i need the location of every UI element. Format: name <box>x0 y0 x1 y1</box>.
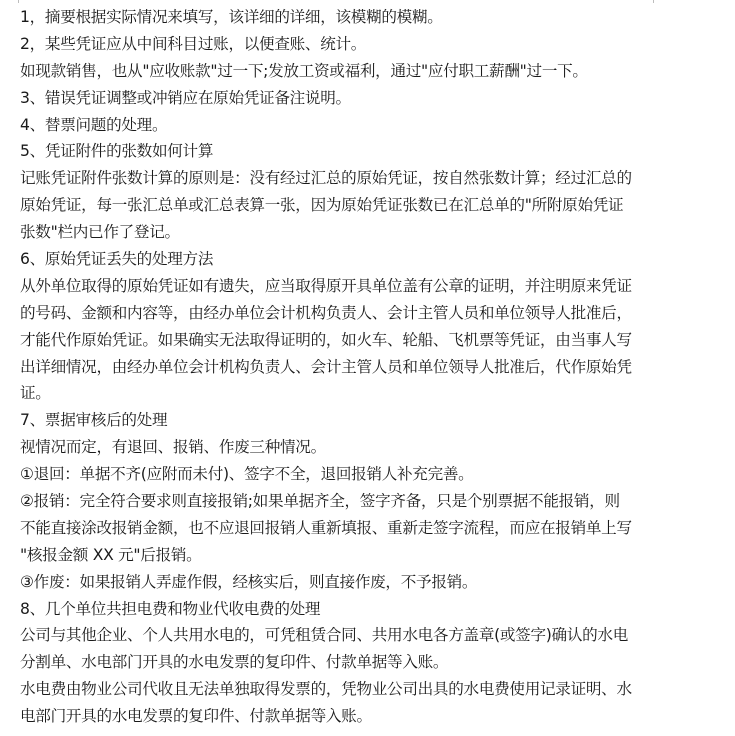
paragraph <box>20 58 720 85</box>
text-line: 6、原始凭证丢失的处理方法 <box>20 250 214 269</box>
paragraph <box>20 165 720 246</box>
text-line: 证。 <box>20 384 51 403</box>
paragraph <box>20 596 720 623</box>
text-line: 7、票据审核后的处理 <box>20 411 168 430</box>
text-line: 原始凭证，每一张汇总单或汇总表算一张，因为原始凭证张数已在汇总单的"所附原始凭证 <box>20 196 624 215</box>
page-corner-mark-left <box>0 0 19 3</box>
page-corner-mark-right <box>653 0 680 3</box>
text-line: 水电费由物业公司代收且无法单独取得发票的，凭物业公司出具的水电费使用记录证明、水 <box>20 680 632 699</box>
paragraph <box>20 676 720 730</box>
paragraph <box>20 4 720 31</box>
paragraph <box>20 31 720 58</box>
paragraph <box>20 112 720 139</box>
paragraph <box>20 85 720 112</box>
text-line: 2，某些凭证应从中间科目过账，以便查账、统计。 <box>20 34 367 53</box>
text-line: 的号码、金额和内容等，由经办单位会计机构负责人、会计主管人员和单位领导人批准后， <box>20 303 632 322</box>
text-line: "核报金额 XX 元"后报销。 <box>20 545 202 564</box>
text-line: ②报销：完全符合要求则直接报销;如果单据齐全，签字齐备，只是个别票据不能报销，则 <box>20 492 620 511</box>
text-line: 如现款销售，也从"应收账款"过一下;发放工资或福利，通过"应付职工薪酬"过一下。 <box>20 61 588 80</box>
paragraph <box>20 246 720 273</box>
text-line: 记账凭证附件张数计算的原则是：没有经过汇总的原始凭证，按自然张数计算；经过汇总的 <box>20 169 632 188</box>
paragraph <box>20 488 720 569</box>
paragraph <box>20 461 720 488</box>
text-line: 8、几个单位共担电费和物业代收电费的处理 <box>20 599 321 618</box>
text-line: 公司与其他企业、个人共用水电的，可凭租赁合同、共用水电各方盖章(或签字)确认的水电 <box>20 626 629 645</box>
text-line: ①退回：单据不齐(应附而未付)、签字不全，退回报销人补充完善。 <box>20 465 474 484</box>
text-line: 从外单位取得的原始凭证如有遗失，应当取得原开具单位盖有公章的证明，并注明原来凭证 <box>20 276 632 295</box>
text-line: 3、错误凭证调整或冲销应在原始凭证备注说明。 <box>20 88 351 107</box>
text-line: 电部门开具的水电发票的复印件、付款单据等入账。 <box>20 707 372 726</box>
paragraph <box>20 434 720 461</box>
paragraph <box>20 569 720 596</box>
paragraph <box>20 407 720 434</box>
paragraph <box>20 273 720 407</box>
text-line: ③作废：如果报销人弄虚作假，经核实后，则直接作废，不予报销。 <box>20 572 478 591</box>
text-line: 才能代作原始凭证。如果确实无法取得证明的，如火车、轮船、飞机票等凭证，由当事人写 <box>20 330 632 349</box>
text-line: 出详细情况，由经办单位会计机构负责人、会计主管人员和单位领导人批准后，代作原始凭 <box>20 357 632 376</box>
document-body <box>20 4 720 730</box>
text-line: 分割单、水电部门开具的水电发票的复印件、付款单据等入账。 <box>20 653 449 672</box>
paragraph <box>20 138 720 165</box>
paragraph <box>20 622 720 676</box>
text-line: 1，摘要根据实际情况来填写，该详细的详细，该模糊的模糊。 <box>20 8 443 26</box>
text-line: 5、凭证附件的张数如何计算 <box>20 142 214 161</box>
text-line: 不能直接涂改报销金额，也不应退回报销人重新填报、重新走签字流程，而应在报销单上写 <box>20 518 632 537</box>
text-line: 张数"栏内已作了登记。 <box>20 223 180 242</box>
text-line: 视情况而定，有退回、报销、作废三种情况。 <box>20 438 326 457</box>
text-line: 4、替票问题的处理。 <box>20 115 168 134</box>
